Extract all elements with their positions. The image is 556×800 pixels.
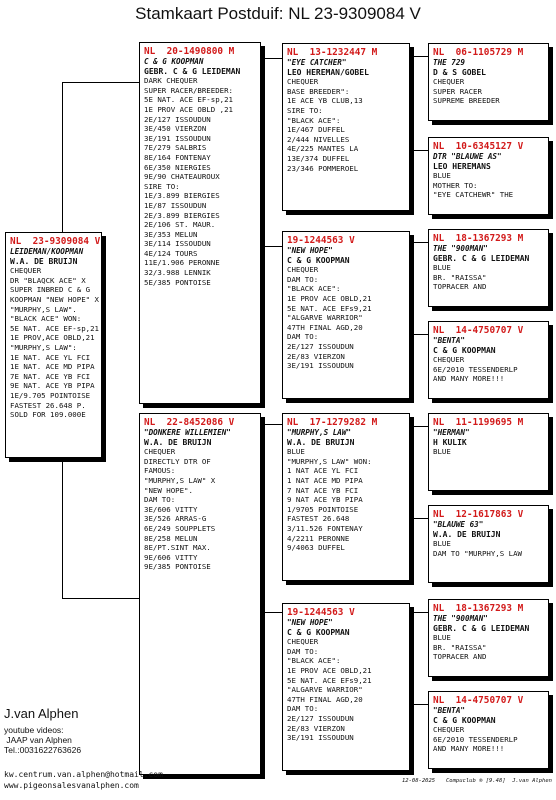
info-line: 8E/258 MELUN xyxy=(144,533,198,543)
owner-name: GEBR. C & G LEIDEMAN xyxy=(433,253,530,263)
owner-name: H KULIK xyxy=(433,437,467,447)
owner-name: W.A. DE BRUIJN xyxy=(433,529,501,539)
info-line: SIRE TO: xyxy=(144,181,180,191)
info-line: 6E/249 SOUPPLETS xyxy=(144,523,216,533)
ring-number: NL 11-1199695 M xyxy=(433,417,524,428)
info-line: CHEQUER xyxy=(10,266,42,276)
info-line: DAM TO: xyxy=(287,704,319,714)
info-line: 1 NAT ACE YL FCI xyxy=(287,466,359,476)
info-line: BR. "RAISSA" xyxy=(433,272,487,282)
info-line: 4E/225 MANTES LA xyxy=(287,144,359,154)
info-line: 2E/83 VIERZON xyxy=(287,351,345,361)
info-line: 7 NAT ACE YB FCI xyxy=(287,485,359,495)
owner-name: C & G KOOPMAN xyxy=(433,345,496,355)
info-line: 9E/606 VITTY xyxy=(144,552,198,562)
info-line: AND MANY MORE!!! xyxy=(433,744,505,754)
info-line: CHEQUER xyxy=(287,77,319,87)
info-line: BR. "RAISSA" xyxy=(433,642,487,652)
info-line: 3E/606 VITTY xyxy=(144,504,198,514)
info-line: BLUE xyxy=(433,263,451,273)
info-line: TOPRACER AND xyxy=(433,652,487,662)
ring-number: NL 14-4750707 V xyxy=(433,695,524,706)
ancestor-card xyxy=(428,137,549,215)
ring-number: NL 20-1490800 M xyxy=(144,46,235,57)
info-line: 9E NAT. ACE YB PIPA xyxy=(10,381,95,391)
connector xyxy=(410,242,428,243)
info-line: 2E/127 ISSOUDUN xyxy=(287,713,354,723)
info-line: 23/346 POMMEROEL xyxy=(287,163,359,173)
info-line: 2E/83 VIERZON xyxy=(287,723,345,733)
footer-website[interactable]: www.pigeonsalesvanalphen.com xyxy=(4,781,139,790)
pigeon-name: "HERMAN" xyxy=(433,428,470,437)
info-line: 13E/374 DUFFEL xyxy=(287,153,350,163)
connector xyxy=(410,704,428,705)
info-line: SUPER INBRED C & G xyxy=(10,285,91,295)
info-line: "EYE CATCHEWR" THE xyxy=(433,190,514,200)
info-line: BLUE xyxy=(433,539,451,549)
connector xyxy=(260,424,282,425)
info-line: 1E/3.899 BIERGIES xyxy=(144,191,220,201)
page-title: Stamkaart Postduif: NL 23-9309084 V xyxy=(135,4,421,23)
owner-name: C & G KOOPMAN xyxy=(287,627,350,637)
info-line: 3E/450 VIERZON xyxy=(144,124,207,134)
info-line: CHEQUER xyxy=(433,355,465,365)
pigeon-name: "DONKERE WILLEMIEN" xyxy=(144,428,231,437)
info-line: SUPER RACER/BREEDER: xyxy=(144,85,233,95)
info-line: FASTEST 26.648 xyxy=(287,514,350,524)
info-line: 3E/191 ISSOUDUN xyxy=(287,361,354,371)
info-line: DAM TO: xyxy=(287,646,319,656)
ring-number: NL 14-4750707 V xyxy=(433,325,524,336)
info-line: 7E/279 SALBRIS xyxy=(144,143,207,153)
footer-software: Compuclub ® [9.48] J.van Alphen xyxy=(446,778,552,784)
info-line: CHEQUER xyxy=(287,637,319,647)
ring-number: 19-1244563 V xyxy=(287,235,355,246)
connector xyxy=(410,518,428,519)
connector xyxy=(410,612,428,613)
info-line: BLUE xyxy=(433,447,451,457)
info-line: 1E NAT. ACE YL FCI xyxy=(10,352,91,362)
info-line: SUPER RACER xyxy=(433,86,482,96)
info-line: 3E/191 ISSOUDUN xyxy=(144,133,211,143)
grandsire-maternal-card xyxy=(282,413,410,581)
info-line: 6E/2010 TESSENDERLP xyxy=(433,364,518,374)
pigeon-name: C & G KOOPMAN xyxy=(144,57,204,66)
info-line: 9 NAT ACE YB PIPA xyxy=(287,495,363,505)
ring-number: NL 10-6345127 V xyxy=(433,141,524,152)
info-line: 32/3.988 LENNIK xyxy=(144,268,211,278)
breeder-youtube-name: JAAP van Alphen xyxy=(4,735,72,745)
ring-number: NL 22-8452086 V xyxy=(144,417,235,428)
connector xyxy=(260,246,282,247)
granddam-paternal-card xyxy=(282,231,410,399)
info-line: 5E NAT. ACE EF-sp,21 xyxy=(144,95,233,105)
info-line: 8E/164 FONTENAY xyxy=(144,152,211,162)
info-line: FAMOUS: xyxy=(144,466,176,476)
ancestor-card xyxy=(428,43,549,121)
pigeon-name: "BLAUWE 63" xyxy=(433,520,484,529)
owner-name: C & G KOOPMAN xyxy=(433,715,496,725)
granddam-maternal-card xyxy=(282,603,410,771)
ring-number: NL 12-1617863 V xyxy=(433,509,524,520)
info-line: DR "BLAQCK ACE" X xyxy=(10,275,86,285)
info-line: "MURPHY,S LAW". xyxy=(10,304,77,314)
ring-number: NL 06-1105729 M xyxy=(433,47,524,58)
info-line: 2/444 NIVELLES xyxy=(287,134,350,144)
ancestor-card xyxy=(428,599,549,677)
info-line: 1E ACE YB CLUB,13 xyxy=(287,96,363,106)
info-line: BLUE xyxy=(433,633,451,643)
pigeon-name: LEIDEMAN/KOOPMAN xyxy=(10,247,84,256)
info-line: 11E/1.906 PERONNE xyxy=(144,258,220,268)
info-line: 5E NAT. ACE EFs9,21 xyxy=(287,303,372,313)
info-line: 5E NAT. ACE EF-sp,21 xyxy=(10,323,99,333)
info-line: KOOPMAN "NEW HOPE" X xyxy=(10,294,99,304)
info-line: SIRE TO: xyxy=(287,105,323,115)
owner-name: W.A. DE BRUIJN xyxy=(10,256,78,266)
info-line: 47TH FINAL AGD,20 xyxy=(287,322,363,332)
info-line: 47TH FINAL AGD,20 xyxy=(287,694,363,704)
info-line: SUPREME BREEDER xyxy=(433,96,500,106)
pigeon-name: "BENTA" xyxy=(433,706,466,715)
breeder-name: J.van Alphen xyxy=(4,706,79,721)
ancestor-card xyxy=(428,413,549,491)
ancestor-card xyxy=(428,229,549,307)
info-line: SOLD FOR 109.000E xyxy=(10,410,86,420)
info-line: DAM TO: xyxy=(287,332,319,342)
info-line: 6E/2010 TESSENDERLP xyxy=(433,734,518,744)
info-line: 9E/90 CHATEAUROUX xyxy=(144,172,220,182)
ring-number: NL 18-1367293 M xyxy=(433,233,524,244)
pigeon-name: "NEW HOPE" xyxy=(287,618,333,627)
connector xyxy=(62,598,140,599)
connector xyxy=(62,82,140,83)
ancestor-card xyxy=(428,505,549,583)
connector xyxy=(410,56,428,57)
info-line: 7E NAT. ACE YB FCI xyxy=(10,371,91,381)
owner-name: W.A. DE BRUIJN xyxy=(287,437,355,447)
info-line: "MURPHY,S LAW": xyxy=(10,342,77,352)
connector xyxy=(410,150,428,151)
info-line: 4E/124 TOURS xyxy=(144,248,198,258)
pigeon-name: "MURPHY,S LAW" xyxy=(287,428,352,437)
connector xyxy=(62,458,63,598)
info-line: CHEQUER xyxy=(144,447,176,457)
pigeon-name: THE 729 xyxy=(433,58,466,67)
info-line: DAM TO "MURPHY,S LAW xyxy=(433,548,522,558)
info-line: 1E PROV,ACE OBLD,21 xyxy=(10,333,95,343)
info-line: 1E PROV ACE OBLD,21 xyxy=(287,293,372,303)
connector xyxy=(260,58,282,59)
info-line: "MURPHY,S LAW" WON: xyxy=(287,456,372,466)
connector xyxy=(62,82,63,232)
info-line: 1 NAT ACE MD PIPA xyxy=(287,475,363,485)
info-line: TOPRACER AND xyxy=(433,282,487,292)
info-line: "NEW HOPE". xyxy=(144,485,193,495)
info-line: AND MANY MORE!!! xyxy=(433,374,505,384)
owner-name: C & G KOOPMAN xyxy=(287,255,350,265)
ring-number: NL 13-1232447 M xyxy=(287,47,378,58)
info-line: 2E/106 ST. MAUR. xyxy=(144,220,216,230)
info-line: 3E/191 ISSOUDUN xyxy=(287,733,354,743)
info-line: FASTEST 26.648 P. xyxy=(10,400,86,410)
ancestor-card xyxy=(428,321,549,399)
pigeon-name: "NEW HOPE" xyxy=(287,246,333,255)
info-line: 9E/385 PONTOISE xyxy=(144,562,211,572)
info-line: 2E/127 ISSOUDUN xyxy=(144,114,211,124)
info-line: "MURPHY,S LAW" X xyxy=(144,475,216,485)
info-line: DAM TO: xyxy=(144,495,176,505)
info-line: "BLACK ACE": xyxy=(287,656,341,666)
info-line: 8E/PT.SINT MAX. xyxy=(144,543,211,553)
info-line: CHEQUER xyxy=(433,77,465,87)
owner-name: D & S GOBEL xyxy=(433,67,486,77)
info-line: DAM TO: xyxy=(287,274,319,284)
info-line: 5E/385 PONTOISE xyxy=(144,277,211,287)
info-line: DIRECTLY DTR OF xyxy=(144,456,211,466)
footer-date: 12-08-2025 xyxy=(402,778,436,784)
info-line: "ALGARVE WARRIOR" xyxy=(287,685,363,695)
info-line: "BLACK ACE": xyxy=(287,115,341,125)
pigeon-card xyxy=(5,232,102,458)
info-line: "BLACK ACE": xyxy=(287,284,341,294)
breeder-youtube-label: youtube videos: xyxy=(4,725,64,735)
ring-number: 19-1244563 V xyxy=(287,607,355,618)
ring-number: NL 17-1279282 M xyxy=(287,417,378,428)
info-line: 3E/526 ARRAS-G xyxy=(144,514,207,524)
ancestor-card xyxy=(428,691,549,769)
owner-name: LEO HEREMAN/GOBEL xyxy=(287,67,369,77)
info-line: 5E NAT. ACE EFs9,21 xyxy=(287,675,372,685)
ring-number: NL 18-1367293 M xyxy=(433,603,524,614)
info-line: 1E/87 ISSOUDUN xyxy=(144,200,207,210)
info-line: 1E PROV ACE OBLD ,21 xyxy=(144,104,233,114)
connector xyxy=(410,426,428,427)
pigeon-name: THE "900MAN" xyxy=(433,244,488,253)
pigeon-name: DTR "BLAUWE AS" xyxy=(433,152,502,161)
info-line: 6E/350 NIERGIES xyxy=(144,162,211,172)
info-line: BLUE xyxy=(287,447,305,457)
footer-email[interactable]: kw.centrum.van.alphen@hotmail.com xyxy=(4,770,163,779)
owner-name: W.A. DE BRUIJN xyxy=(144,437,212,447)
info-line: "ALGARVE WARRIOR" xyxy=(287,313,363,323)
info-line: 9/4063 DUFFEL xyxy=(287,543,345,553)
info-line: 1/9705 POINTOISE xyxy=(287,504,359,514)
ring-number: NL 23-9309084 V xyxy=(10,236,101,247)
connector xyxy=(260,612,282,613)
info-line: 1E PROV ACE OBLD,21 xyxy=(287,665,372,675)
info-line: 1E/9.705 POINTOISE xyxy=(10,390,91,400)
info-line: 1E NAT. ACE MD PIPA xyxy=(10,362,95,372)
info-line: 2E/127 ISSOUDUN xyxy=(287,341,354,351)
info-line: 4/2211 PERONNE xyxy=(287,533,350,543)
grandsire-paternal-card xyxy=(282,43,410,211)
info-line: 3E/114 ISSOUDUN xyxy=(144,239,211,249)
pigeon-name: "EYE CATCHER" xyxy=(287,58,347,67)
dam-card xyxy=(139,413,261,775)
info-line: 3/11.526 FONTENAY xyxy=(287,523,363,533)
owner-name: GEBR. C & G LEIDEMAN xyxy=(144,66,241,76)
info-line: 3E/353 MELUN xyxy=(144,229,198,239)
sire-card xyxy=(139,42,261,404)
info-line: BASE BREEDER": xyxy=(287,86,350,96)
connector xyxy=(410,334,428,335)
owner-name: LEO HEREMANS xyxy=(433,161,491,171)
breeder-phone: Tel.:0031622763626 xyxy=(4,745,82,755)
info-line: "BLACK ACE" WON: xyxy=(10,314,82,324)
info-line: MOTHER TO: xyxy=(433,180,478,190)
info-line: 2E/3.899 BIERGIES xyxy=(144,210,220,220)
info-line: DARK CHEQUER xyxy=(144,76,198,86)
info-line: 1E/467 DUFFEL xyxy=(287,125,345,135)
info-line: CHEQUER xyxy=(433,725,465,735)
owner-name: GEBR. C & G LEIDEMAN xyxy=(433,623,530,633)
pigeon-name: THE "900MAN" xyxy=(433,614,488,623)
info-line: BLUE xyxy=(433,171,451,181)
pigeon-name: "BENTA" xyxy=(433,336,466,345)
info-line: CHEQUER xyxy=(287,265,319,275)
